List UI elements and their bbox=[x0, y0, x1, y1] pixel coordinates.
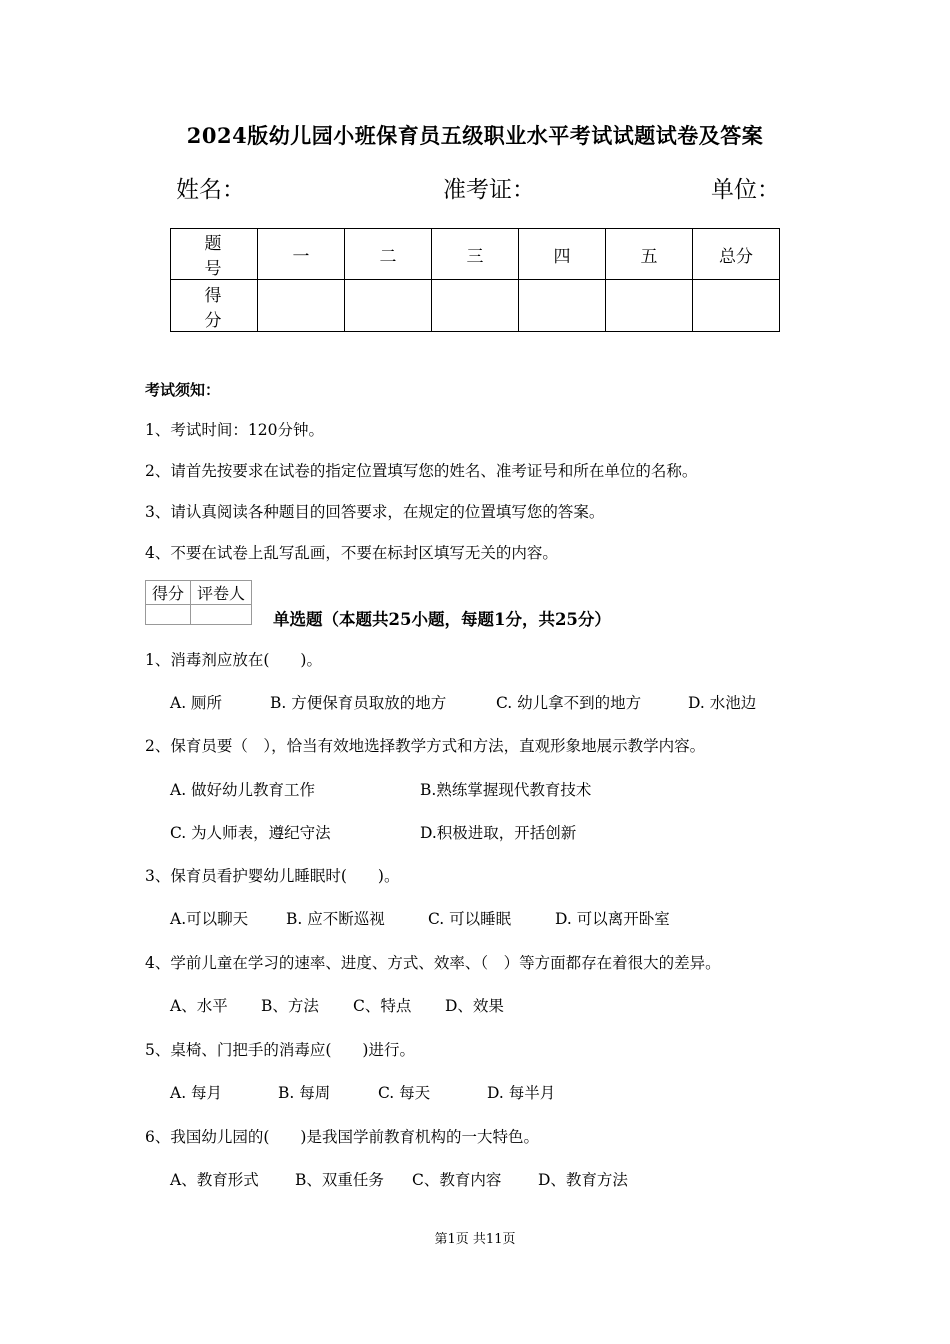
notice-item: 2、请首先按要求在试卷的指定位置填写您的姓名、准考证号和所在单位的名称。 bbox=[145, 462, 698, 480]
page-footer: 第1页 共11页 bbox=[434, 1232, 516, 1247]
question-stem: 4、学前儿童在学习的速率、进度、方式、效率、（ ）等方面都存在着很大的差异。 bbox=[145, 954, 721, 972]
question-option[interactable]: D、效果 bbox=[445, 997, 504, 1015]
unit-field-label[interactable]: 单位： bbox=[711, 177, 780, 203]
question-option[interactable]: C. 幼儿拿不到的地方 bbox=[496, 694, 642, 712]
notice-item: 1、考试时间：120分钟。 bbox=[145, 421, 324, 439]
question-option[interactable]: A. 做好幼儿教育工作 bbox=[170, 781, 316, 799]
question-option[interactable]: B. 每周 bbox=[278, 1084, 331, 1102]
question-option[interactable]: C. 每天 bbox=[378, 1084, 431, 1102]
score-table-header-label: 题 号 bbox=[171, 229, 258, 280]
question-option[interactable]: B.熟练掌握现代教育技术 bbox=[420, 781, 592, 799]
question-option[interactable]: A. 每月 bbox=[170, 1084, 223, 1102]
score-table bbox=[170, 228, 780, 332]
score-cell[interactable] bbox=[432, 280, 519, 332]
question-option[interactable]: B、双重任务 bbox=[295, 1171, 384, 1189]
question-option[interactable]: A. 厕所 bbox=[170, 694, 223, 712]
score-cell[interactable] bbox=[693, 280, 780, 332]
grader-reviewer-cell[interactable] bbox=[191, 605, 252, 625]
score-table-header-cell: 总分 bbox=[693, 229, 780, 280]
question-option[interactable]: B. 应不断巡视 bbox=[286, 910, 385, 928]
candidate-fields bbox=[176, 171, 778, 203]
question-option[interactable]: B、方法 bbox=[261, 997, 319, 1015]
question-stem: 6、我国幼儿园的( )是我国学前教育机构的一大特色。 bbox=[145, 1128, 539, 1146]
question-option[interactable]: D、教育方法 bbox=[538, 1171, 628, 1189]
question-stem: 1、消毒剂应放在( )。 bbox=[145, 651, 322, 669]
question-option[interactable]: A、水平 bbox=[170, 997, 228, 1015]
question-option[interactable]: A、教育形式 bbox=[170, 1171, 259, 1189]
question-option[interactable]: D.积极进取，开括创新 bbox=[420, 824, 577, 842]
grader-score-label: 得分 bbox=[146, 581, 191, 605]
question-stem: 2、保育员要（ ），恰当有效地选择教学方式和方法，直观形象地展示教学内容。 bbox=[145, 737, 706, 755]
question-option[interactable]: D. 水池边 bbox=[688, 694, 757, 712]
question-option[interactable]: B. 方便保育员取放的地方 bbox=[270, 694, 447, 712]
score-table-header-cell: 二 bbox=[345, 229, 432, 280]
score-cell[interactable] bbox=[258, 280, 345, 332]
question-option[interactable]: D. 可以离开卧室 bbox=[555, 910, 670, 928]
question-option[interactable]: C. 可以睡眠 bbox=[428, 910, 512, 928]
name-field-label[interactable]: 姓名： bbox=[176, 177, 245, 203]
section-title: 单选题（本题共25小题，每题1分，共25分） bbox=[273, 610, 611, 629]
question-stem: 5、桌椅、门把手的消毒应( )进行。 bbox=[145, 1041, 415, 1059]
grader-score-cell[interactable] bbox=[146, 605, 191, 625]
question-option[interactable]: C. 为人师表，遵纪守法 bbox=[170, 824, 331, 842]
question-option[interactable]: A.可以聊天 bbox=[170, 910, 249, 928]
question-option[interactable]: D. 每半月 bbox=[487, 1084, 556, 1102]
score-cell[interactable] bbox=[606, 280, 693, 332]
notice-item: 4、不要在试卷上乱写乱画，不要在标封区填写无关的内容。 bbox=[145, 544, 558, 562]
grader-box bbox=[145, 580, 252, 625]
question-stem: 3、保育员看护婴幼儿睡眠时( )。 bbox=[145, 867, 400, 885]
score-table-header-cell: 一 bbox=[258, 229, 345, 280]
score-table-header-cell: 三 bbox=[432, 229, 519, 280]
question-option[interactable]: C、特点 bbox=[353, 997, 412, 1015]
grader-reviewer-label: 评卷人 bbox=[191, 581, 252, 605]
score-table-header-cell: 四 bbox=[519, 229, 606, 280]
score-cell[interactable] bbox=[345, 280, 432, 332]
document-title: 2024版幼儿园小班保育员五级职业水平考试试题试卷及答案 bbox=[186, 123, 764, 148]
score-table-header-cell: 五 bbox=[606, 229, 693, 280]
exam-id-field-label[interactable]: 准考证： bbox=[443, 177, 535, 203]
score-row-label: 得 分 bbox=[171, 280, 258, 332]
question-option[interactable]: C、教育内容 bbox=[412, 1171, 502, 1189]
notice-item: 3、请认真阅读各种题目的回答要求，在规定的位置填写您的答案。 bbox=[145, 503, 605, 521]
score-cell[interactable] bbox=[519, 280, 606, 332]
notice-title: 考试须知： bbox=[145, 381, 221, 399]
